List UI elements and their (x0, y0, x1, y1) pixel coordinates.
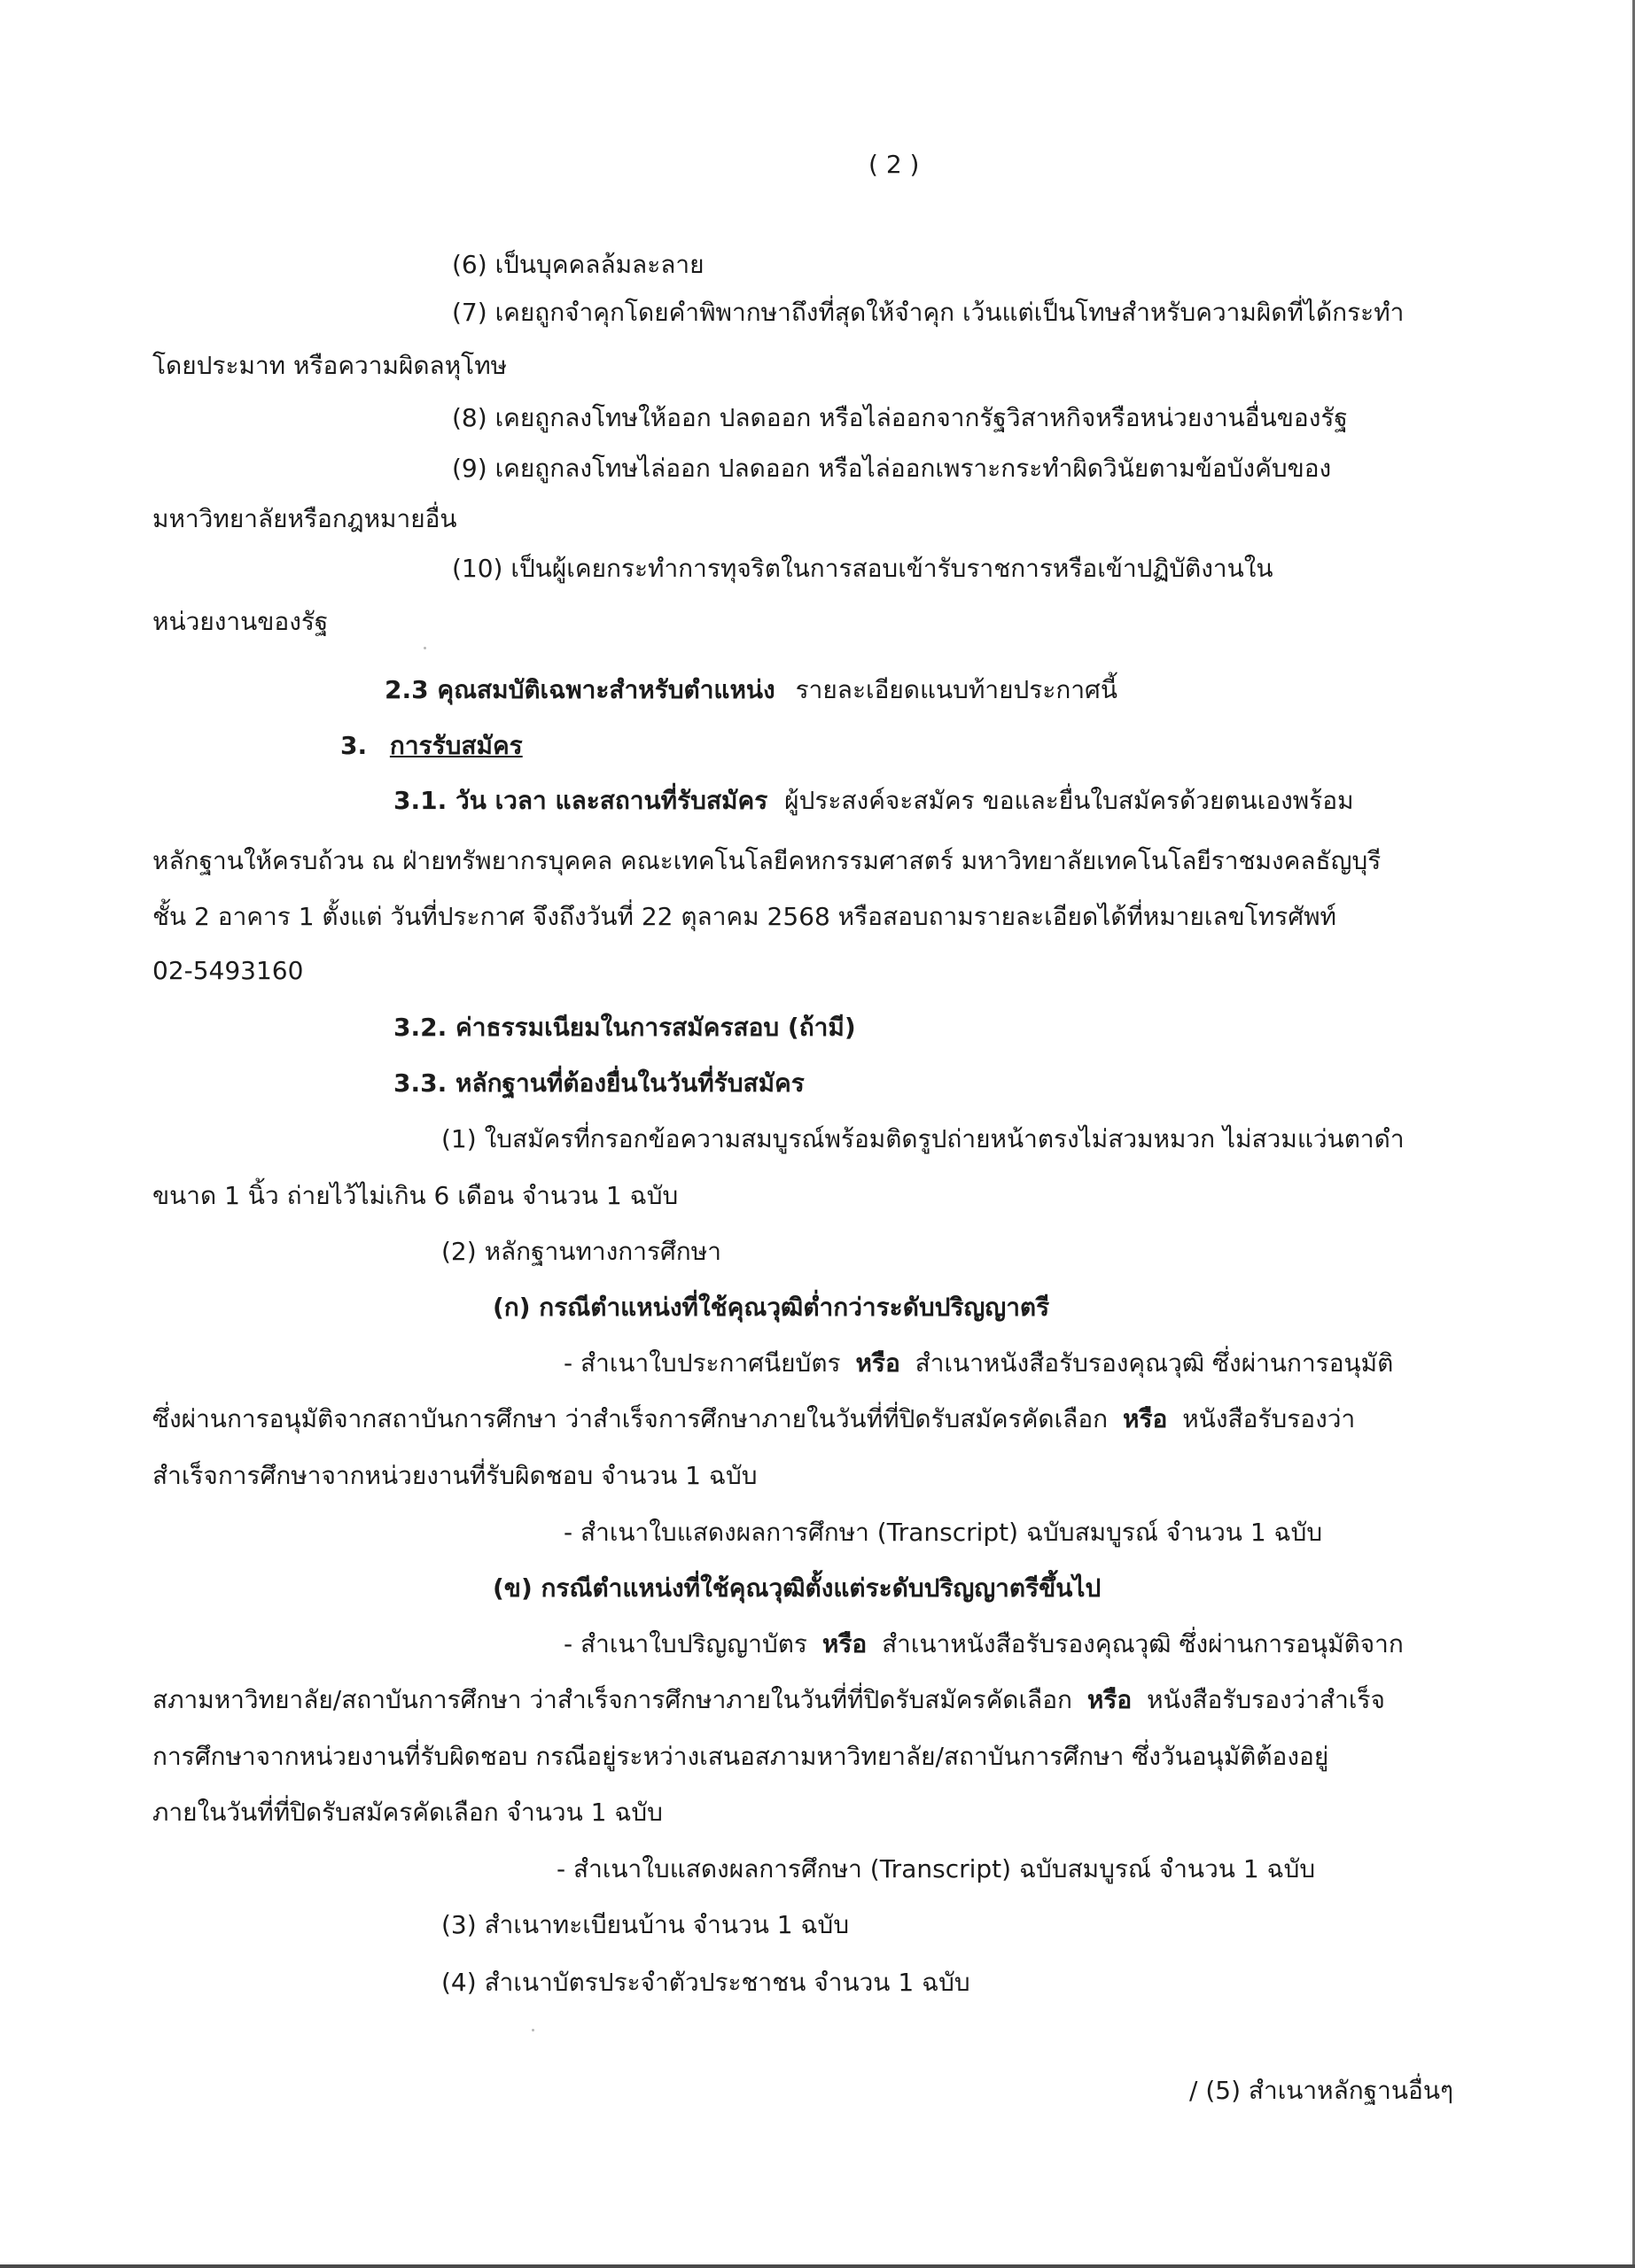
case-ka-line-2-a: ซึ่งผ่านการอนุมัติจากสถาบันการศึกษา ว่าสำเร็จการศึกษาภายในวันที่ที่ปิดรับสมัครคัดเลือก (152, 1404, 1109, 1433)
item-9-line-1: (9) เคยถูกลงโทษไล่ออก ปลดออก หรือไล่ออกเพราะกระทำผิดวินัยตามข้อบังคับของ (452, 454, 1332, 483)
doc-1-line-2: ขนาด 1 นิ้ว ถ่ายไว้ไม่เกิน 6 เดือน จำนวน 1 ฉบับ (152, 1181, 679, 1210)
case-ka-or-2: หรือ (1123, 1404, 1168, 1433)
case-kho-line-2-c: หนังสือรับรองว่าสำเร็จ (1147, 1685, 1385, 1714)
doc-1-line-1: (1) ใบสมัครที่กรอกข้อความสมบูรณ์พร้อมติดรูปถ่ายหน้าตรงไม่สวมหมวก ไม่สวมแว่นตาดำ (441, 1124, 1405, 1153)
case-ka-line-1 (564, 1346, 1393, 1381)
item-10-line-2: หน่วยงานของรัฐ (152, 607, 329, 636)
section-3-1-line-2: หลักฐานให้ครบถ้วน ณ ฝ่ายทรัพยากรบุคคล คณะเทคโนโลยีคหกรรมศาสตร์ มหาวิทยาลัยเทคโนโลยีราชมงคลธัญบุรี (152, 846, 1382, 875)
scan-edge-bottom (0, 2264, 1635, 2268)
case-ka-heading: (ก) กรณีตำแหน่งที่ใช้คุณวุฒิต่ำกว่าระดับปริญญาตรี (493, 1293, 1050, 1322)
case-kho-line-1 (564, 1627, 1404, 1662)
case-kho-heading: (ข) กรณีตำแหน่งที่ใช้คุณวุฒิตั้งแต่ระดับปริญญาตรีขึ้นไป (493, 1573, 1102, 1603)
section-3-3-heading: 3.3. หลักฐานที่ต้องยื่นในวันที่รับสมัคร (393, 1068, 805, 1098)
section-2-3 (385, 672, 1117, 708)
case-kho-or-1: หรือ (821, 1629, 868, 1658)
item-6: (6) เป็นบุคคลล้มละลาย (452, 250, 705, 279)
phone-number: 02-5493160 (152, 956, 304, 985)
section-3-1-line-1 (393, 783, 1354, 819)
case-ka-line-2 (152, 1402, 1355, 1437)
section-3-1-text: ผู้ประสงค์จะสมัคร ขอและยื่นใบสมัครด้วยตนเองพร้อม (784, 786, 1354, 815)
case-kho-line-2 (152, 1682, 1385, 1718)
case-kho-line-4: ภายในวันที่ที่ปิดรับสมัครคัดเลือก จำนวน 1 ฉบับ (152, 1798, 663, 1827)
scan-speck (532, 2029, 534, 2031)
case-ka-line-1-a: - สำเนาใบประกาศนียบัตร (564, 1348, 841, 1378)
case-kho-line-2-a: สภามหาวิทยาลัย/สถาบันการศึกษา ว่าสำเร็จการศึกษาภายในวันที่ที่ปิดรับสมัครคัดเลือก (152, 1685, 1072, 1714)
case-ka-or-1: หรือ (855, 1348, 900, 1378)
case-ka-line-2-c: หนังสือรับรองว่า (1182, 1404, 1356, 1433)
scan-speck (424, 647, 426, 649)
section-3-1-heading: 3.1. วัน เวลา และสถานที่รับสมัคร (393, 786, 768, 815)
continuation-note: / (5) สำเนาหลักฐานอื่นๆ (1189, 2076, 1454, 2105)
item-9-line-2: มหาวิทยาลัยหรือกฎหมายอื่น (152, 504, 457, 533)
case-kho-line-1-c: สำเนาหนังสือรับรองคุณวุฒิ ซึ่งผ่านการอนุมัติจาก (882, 1629, 1404, 1658)
case-ka-line-3: สำเร็จการศึกษาจากหน่วยงานที่รับผิดชอบ จำนวน 1 ฉบับ (152, 1461, 758, 1490)
section-3-2-heading: 3.2. ค่าธรรมเนียมในการสมัครสอบ (ถ้ามี) (393, 1013, 856, 1042)
section-2-3-text: รายละเอียดแนบท้ายประกาศนี้ (795, 675, 1117, 704)
section-3-heading: การรับสมัคร (389, 731, 523, 760)
case-kho-line-3: การศึกษาจากหน่วยงานที่รับผิดชอบ กรณีอยู่ระหว่างเสนอสภามหาวิทยาลัย/สถาบันการศึกษา ซึ่งวันอนุมัติต้องอยู่ (152, 1742, 1329, 1771)
case-kho-line-1-a: - สำเนาใบปริญญาบัตร (564, 1629, 807, 1658)
item-7-line-2: โดยประมาท หรือความผิดลหุโทษ (152, 351, 508, 380)
doc-4: (4) สำเนาบัตรประจำตัวประชาชน จำนวน 1 ฉบับ (441, 1968, 970, 1997)
doc-3: (3) สำเนาทะเบียนบ้าน จำนวน 1 ฉบับ (441, 1910, 850, 1939)
item-7-line-1: (7) เคยถูกจำคุกโดยคำพิพากษาถึงที่สุดให้จำคุก เว้นแต่เป็นโทษสำหรับความผิดที่ได้กระทำ (452, 298, 1405, 327)
section-3-1-line-3: ชั้น 2 อาคาร 1 ตั้งแต่ วันที่ประกาศ จึงถึงวันที่ 22 ตุลาคม 2568 หรือสอบถามรายละเอียดได้ที่หมายเลขโทรศัพท์ (152, 902, 1337, 931)
case-kho-or-2: หรือ (1086, 1685, 1133, 1714)
section-3-number: 3. (340, 731, 368, 760)
item-8: (8) เคยถูกลงโทษให้ออก ปลดออก หรือไล่ออกจากรัฐวิสาหกิจหรือหน่วยงานอื่นของรัฐ (452, 403, 1348, 432)
section-3-title (340, 728, 523, 764)
section-2-3-heading: 2.3 คุณสมบัติเฉพาะสำหรับตำแหน่ง (385, 675, 775, 704)
page-number: ( 2 ) (868, 150, 920, 179)
case-ka-line-1-c: สำเนาหนังสือรับรองคุณวุฒิ ซึ่งผ่านการอนุมัติ (915, 1348, 1394, 1378)
item-10-line-1: (10) เป็นผู้เคยกระทำการทุจริตในการสอบเข้ารับราชการหรือเข้าปฏิบัติงานใน (452, 554, 1273, 583)
case-kho-line-5: - สำเนาใบแสดงผลการศึกษา (Transcript) ฉบับสมบูรณ์ จำนวน 1 ฉบับ (557, 1854, 1316, 1884)
doc-2: (2) หลักฐานทางการศึกษา (441, 1237, 721, 1266)
case-ka-line-4: - สำเนาใบแสดงผลการศึกษา (Transcript) ฉบับสมบูรณ์ จำนวน 1 ฉบับ (564, 1518, 1323, 1547)
